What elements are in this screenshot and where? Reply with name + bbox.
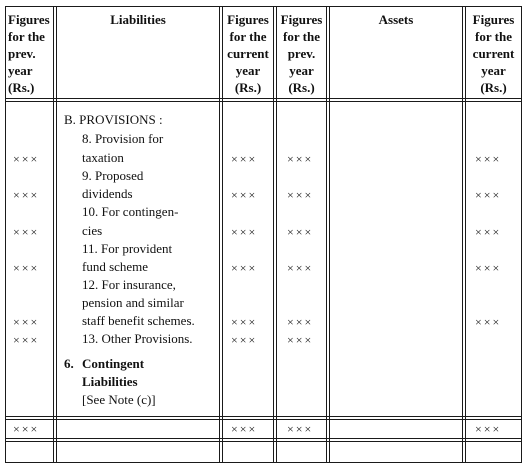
current-year-assets-value: ××× [475,152,502,166]
prev-year-value: ××× [13,188,40,202]
col-border-assets-curr [462,6,463,463]
prev-year-value: ××× [13,333,40,347]
header-bottom-rule-double [5,101,522,102]
item-8-line-2: taxation [82,150,124,165]
current-year-assets-value: ××× [475,315,502,329]
header-liabilities: Liabilities [110,12,166,27]
header-bottom-rule [5,98,522,99]
item-9-line-1: 9. Proposed [82,168,144,183]
item-10-line-1: 10. For contingen- [82,204,179,219]
contingent-note: [See Note (c)] [82,392,156,407]
item-12-line-2: pension and similar [82,295,184,310]
header-assets: Assets [378,12,414,27]
item-11-line-1: 11. For provident [82,241,173,256]
prev-year-assets-value: ××× [287,333,314,347]
prev-year-value: ××× [13,152,40,166]
col-border-curr-prev [273,6,274,463]
header-prev-year: Figures for the prev. year (Rs.) [8,12,50,95]
current-year-assets-value: ××× [475,261,502,275]
item-12-line-1: 12. For insurance, [82,277,176,292]
total-top-rule [5,419,522,420]
prev-year-assets-value: ××× [287,315,314,329]
table-bottom-border [5,462,522,463]
prev-year-assets-value: ××× [287,152,314,166]
col-border-prev-assets [326,6,327,463]
prev-year-value: ××× [13,261,40,275]
table-top-border [5,6,522,7]
current-year-value: ××× [231,188,258,202]
item-11-line-2: fund scheme [82,259,149,274]
current-year-assets-value: ××× [475,225,502,239]
item-13: 13. Other Provisions. [82,331,193,346]
current-year-assets-total: ××× [475,422,502,436]
contingent-number: 6. [64,356,74,371]
total-bottom-rule [5,438,522,439]
current-year-assets-value: ××× [475,188,502,202]
col-border-left [5,6,6,463]
col-border-prev-assets-double [329,6,330,463]
current-year-total: ××× [231,422,258,436]
item-8-line-1: 8. Provision for [82,131,164,146]
current-year-value: ××× [231,261,258,275]
header-current-year: Figures for the current year (Rs.) [227,12,269,95]
current-year-value: ××× [231,315,258,329]
col-border-right [521,6,522,463]
prev-year-total: ××× [13,422,40,436]
body-bottom-rule [5,416,522,417]
col-border-liab-curr [219,6,220,463]
prev-year-assets-value: ××× [287,261,314,275]
prev-year-assets-total: ××× [287,422,314,436]
prev-year-assets-value: ××× [287,188,314,202]
total-bottom-rule-double [5,441,522,442]
contingent-line-2: Liabilities [82,374,138,389]
current-year-value: ××× [231,152,258,166]
current-year-value: ××× [231,225,258,239]
current-year-value: ××× [231,333,258,347]
item-10-line-2: cies [82,223,103,238]
item-12-line-3: staff benefit schemes. [82,313,195,328]
provisions-heading: B. PROVISIONS : [64,112,163,127]
header-current-year-2: Figures for the current year (Rs.) [472,12,515,95]
header-prev-year-2: Figures for the prev. year (Rs.) [280,12,323,95]
prev-year-assets-value: ××× [287,225,314,239]
prev-year-value: ××× [13,315,40,329]
prev-year-value: ××× [13,225,40,239]
contingent-line-1: Contingent [82,356,145,371]
col-border-prev-liab-double [56,6,57,463]
item-9-line-2: dividends [82,186,133,201]
